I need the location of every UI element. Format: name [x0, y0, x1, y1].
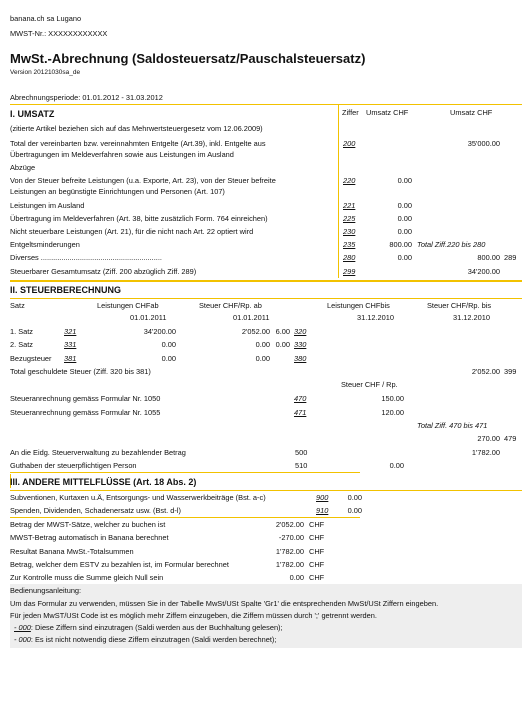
ziffer-331: 331	[64, 340, 77, 349]
umsatz-value: 0.00	[397, 176, 412, 185]
col-steuer-ab-date: 01.01.2011	[233, 313, 270, 322]
umsatz-row-label: Entgeltsminderungen	[10, 240, 80, 249]
summary-unit: CHF	[309, 533, 325, 542]
section-divider	[10, 280, 522, 282]
umsatz-row-label: Übertragung im Meldeverfahren (Art. 38, bitte zusätzlich Form. 764 einreichen)	[10, 214, 268, 223]
summary-unit: CHF	[309, 560, 325, 569]
ziffer-320: 320	[294, 327, 307, 336]
summary-value: 2'052.00	[275, 520, 304, 529]
ziffer-289: 289	[504, 253, 517, 262]
ziffer-500: 500	[295, 448, 308, 457]
notes-text: : Diese Ziffern sind einzutragen (Saldi werden aus der Buchhaltung gelesen);	[30, 623, 283, 632]
ziffer-380: 380	[294, 354, 307, 363]
guthaben-divider	[10, 472, 360, 473]
umsatz-value: 0.00	[397, 227, 412, 236]
summary-unit: CHF	[309, 520, 325, 529]
ziffer-235: 235	[343, 240, 356, 249]
section-divider	[10, 298, 522, 299]
ziffer-510: 510	[295, 461, 308, 470]
col-umsatz-header: Umsatz CHF	[366, 108, 409, 117]
col-steuer-bis-date: 31.12.2010	[453, 313, 490, 322]
notes-line: Für jeden MwST/USt Code ist es möglich mehr Ziffern einzugeben, die Ziffern müssen durch ';' getrennt werden.	[10, 611, 377, 620]
umsatz-value: 0.00	[397, 214, 412, 223]
ziffer-479: 479	[504, 434, 517, 443]
satz-leistungen: 0.00	[161, 340, 176, 349]
umsatz-row-label: Leistungen im Ausland	[10, 201, 85, 210]
notes-text: : Es ist nicht notwendig diese Ziffern einzutragen (Saldi werden berechnet);	[30, 635, 277, 644]
notes-code: - 000	[14, 635, 31, 644]
anrechnung-label: Steueranrechnung gemäss Formular Nr. 1055	[10, 408, 161, 417]
satz-leistungen: 34'200.00	[143, 327, 176, 336]
total-470-label: Total Ziff. 470 bis 471	[417, 421, 488, 430]
ziffer-321: 321	[64, 327, 77, 336]
umsatz-total-value: 800.00	[477, 253, 500, 262]
betrag-label: An die Eidg. Steuerverwaltung zu bezahlender Betrag	[10, 448, 186, 457]
summary-unit: CHF	[309, 573, 325, 582]
col-steuer-bis-header: Steuer CHF/Rp. bis	[427, 301, 492, 310]
section-steuer-heading: II. STEUERBERECHNUNG	[10, 285, 122, 295]
notes-code: - 000	[14, 623, 31, 632]
total-steuer-value: 2'052.00	[471, 367, 500, 376]
ziffer-471: 471	[294, 408, 307, 417]
section-andere-heading: III. ANDERE MITTELFLÜSSE (Art. 18 Abs. 2)	[10, 477, 197, 487]
umsatz-row-label: Nicht steuerbare Leistungen (Art. 21), für die nicht nach Art. 22 optiert wird	[10, 227, 254, 236]
anrechnung-label: Steueranrechnung gemäss Formular Nr. 1050	[10, 394, 161, 403]
ziffer-299: 299	[343, 267, 356, 276]
summary-label: MWST-Betrag automatisch in Banana berechnet	[10, 533, 169, 542]
umsatz-total-value: 34'200.00	[467, 267, 500, 276]
page-title: MwSt.-Abrechnung (Saldosteuersatz/Pauschalsteuersatz)	[10, 51, 366, 66]
total-steuer-label: Total geschuldete Steuer (Ziff. 320 bis 381)	[10, 367, 151, 376]
summary-value: 1'782.00	[275, 547, 304, 556]
period-label: Abrechnungsperiode: 01.01.2012 - 31.03.2012	[10, 93, 163, 102]
ziffer-910: 910	[316, 506, 329, 515]
umsatz-value: 0.00	[397, 201, 412, 210]
col-leist-bis-date: 31.12.2010	[357, 313, 394, 322]
notes-line	[14, 624, 283, 631]
total-470-value: 270.00	[477, 434, 500, 443]
summary-label: Betrag der MWST-Sätze, welcher zu buchen ist	[10, 520, 166, 529]
umsatz-intro: (zitierte Artikel beziehen sich auf das Mehrwertsteuergesetz vom 12.06.2009)	[10, 124, 263, 133]
summary-label: Betrag, welcher dem ESTV zu bezahlen ist, im Formular berechnet	[10, 560, 229, 569]
col-satz-header: Satz	[10, 301, 25, 310]
ziffer-330: 330	[294, 340, 307, 349]
steuer-rp-header: Steuer CHF / Rp.	[341, 380, 398, 389]
vat-number: MWST-Nr.: XXXXXXXXXXXX	[10, 29, 108, 38]
col-leist-ab-header: Leistungen CHFab	[97, 301, 159, 310]
section-umsatz-heading: I. UMSATZ	[10, 109, 55, 119]
satz-steuer: 0.00	[255, 354, 270, 363]
guthaben-label: Guthaben der steuerpflichtigen Person	[10, 461, 137, 470]
ziffer-200: 200	[343, 139, 356, 148]
satz-leistungen: 0.00	[161, 354, 176, 363]
ziffer-399: 399	[504, 367, 517, 376]
satz-steuer: 0.00	[255, 340, 270, 349]
umsatz-row-label: Total der vereinbarten bzw. vereinnahmten Entgelte (Art.39), inkl. Entgelte aus	[10, 139, 266, 148]
ziffer-900: 900	[316, 493, 329, 502]
andere-row-label: Subventionen, Kurtaxen u.Ä, Entsorgungs- und Wasserwerkbeiträge (Bst. a-c)	[10, 493, 266, 502]
summary-value: -270.00	[278, 533, 304, 542]
summary-unit: CHF	[309, 547, 325, 556]
guthaben-value: 0.00	[389, 461, 404, 470]
notes-line	[14, 636, 276, 643]
ziffer-225: 225	[343, 214, 356, 223]
satz-label: 2. Satz	[10, 340, 34, 349]
ziffer-220: 220	[343, 176, 356, 185]
andere-value: 0.00	[347, 493, 362, 502]
col-leist-bis-header: Leistungen CHFbis	[327, 301, 390, 310]
column-divider	[338, 104, 339, 278]
section-divider	[10, 490, 522, 491]
umsatz-total-value: 35'000.00	[467, 139, 500, 148]
version-label: Version 20121030sa_de	[10, 69, 81, 76]
abzuege-label: Abzüge	[10, 163, 36, 172]
summary-label: Resultat Banana MwSt.-Totalsummen	[10, 547, 134, 556]
anrechnung-value: 150.00	[381, 394, 404, 403]
satz-label: Bezugsteuer	[10, 354, 52, 363]
satz-rate: 0.00	[275, 340, 290, 349]
company-name: banana.ch sa Lugano	[10, 14, 82, 23]
satz-rate: 6.00	[275, 327, 290, 336]
ziffer-221: 221	[343, 201, 356, 210]
ziffer-280: 280	[343, 253, 356, 262]
umsatz-value: 0.00	[397, 253, 412, 262]
col-leist-ab-date: 01.01.2011	[130, 313, 167, 322]
satz-steuer: 2'052.00	[241, 327, 270, 336]
andere-value: 0.00	[347, 506, 362, 515]
notes-title: Bedienungsanleitung:	[10, 586, 82, 595]
ziffer-470: 470	[294, 394, 307, 403]
summary-label: Zur Kontrolle muss die Summe gleich Null sein	[10, 573, 164, 582]
umsatz-value: 800.00	[389, 240, 412, 249]
summary-value: 1'782.00	[275, 560, 304, 569]
andere-row-label: Spenden, Dividenden, Schadenersatz usw. (Bst. d-l)	[10, 506, 181, 515]
betrag-value: 1'782.00	[471, 448, 500, 457]
umsatz-row-label2: Übertragungen im Meldeverfahren sowie aus Leistungen im Ausland	[10, 150, 234, 159]
satz-label: 1. Satz	[10, 327, 34, 336]
section-divider	[10, 104, 522, 105]
col-ziffer-header: Ziffer	[342, 108, 359, 117]
total-note: Total Ziff.220 bis 280	[417, 240, 486, 249]
ziffer-381: 381	[64, 354, 77, 363]
summary-value: 0.00	[289, 573, 304, 582]
ziffer-230: 230	[343, 227, 356, 236]
notes-line: Um das Formular zu verwenden, müssen Sie in der Tabelle MwSt/USt Spalte 'Gr1' die entsprechenden MwSt/USt Ziffern eingeben.	[10, 599, 439, 608]
col-steuer-ab-header: Steuer CHF/Rp. ab	[199, 301, 262, 310]
andere-divider	[10, 517, 360, 518]
umsatz-row-label: Steuerbarer Gesamtumsatz (Ziff. 200 abzüglich Ziff. 289)	[10, 267, 197, 276]
anrechnung-value: 120.00	[381, 408, 404, 417]
umsatz-row-label2: Leistungen an begünstigte Einrichtungen und Personen (Art. 107)	[10, 187, 225, 196]
umsatz-row-label: Von der Steuer befreite Leistungen (u.a. Exporte, Art. 23), von der Steuer befreite	[10, 176, 276, 185]
umsatz-row-label: Diverses ...........................................................	[10, 253, 162, 262]
col-umsatz2-header: Umsatz CHF	[450, 108, 493, 117]
